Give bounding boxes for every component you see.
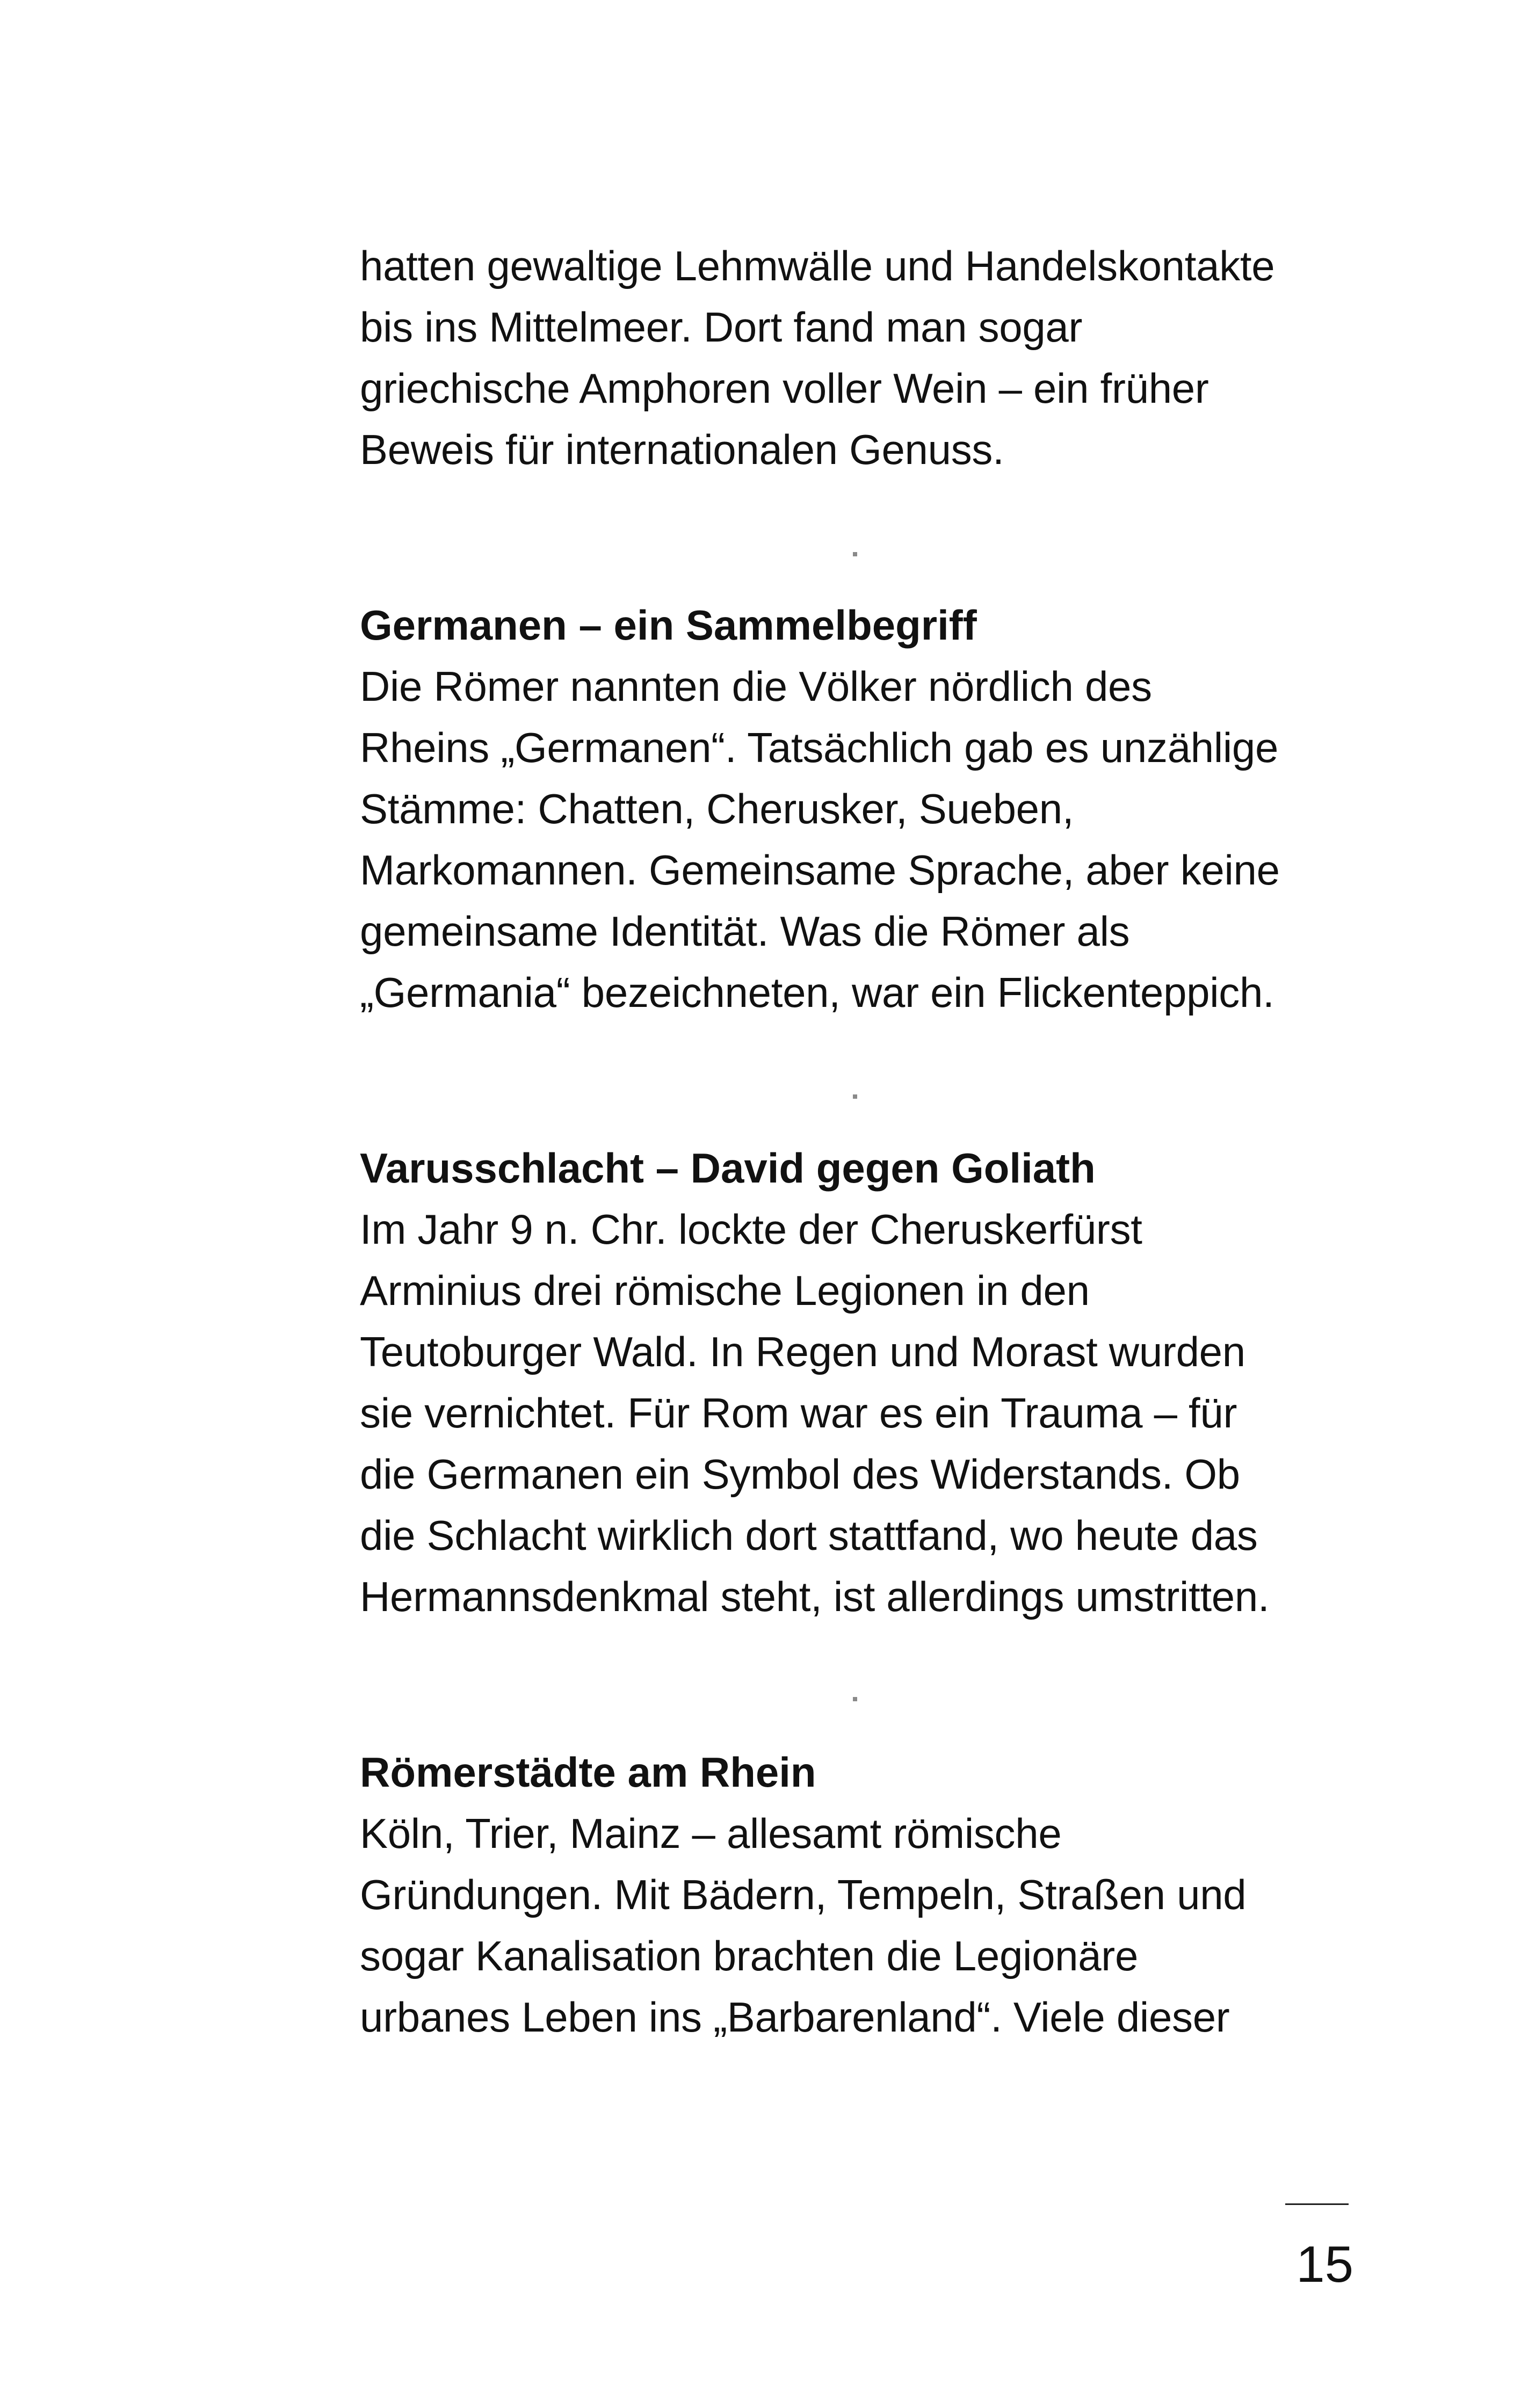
paragraph-line: Im Jahr 9 n. Chr. lockte der Cheruskerfürst [360,1206,1142,1253]
paragraph-line: hatten gewaltige Lehmwälle und Handelskontakte [360,242,1275,289]
paragraph-line: Stämme: Chatten, Cherusker, Sueben, [360,785,1074,832]
paragraph-line: urbanes Leben ins „Barbarenland“. Viele dieser [360,1993,1230,2041]
page-number: 15 [1296,2236,1353,2293]
paragraph-line: bis ins Mittelmeer. Dort fand man sogar [360,303,1083,351]
paragraph-line: Markomannen. Gemeinsame Sprache, aber keine [360,846,1280,894]
section-separator-dot [853,1697,857,1701]
paragraph-line: Köln, Trier, Mainz – allesamt römische [360,1810,1062,1857]
paragraph-line: sogar Kanalisation brachten die Legionäre [360,1932,1139,1979]
text-column [360,235,1380,2048]
paragraph-line: griechische Amphoren voller Wein – ein früher [360,365,1209,412]
paragraph-line: Arminius drei römische Legionen in den [360,1267,1090,1314]
intro-paragraph [360,235,1380,480]
paragraph-line: Rheins „Germanen“. Tatsächlich gab es unzählige [360,724,1279,771]
section-heading: Römerstädte am Rhein [360,1749,816,1796]
paragraph-line: Beweis für internationalen Genuss. [360,426,1004,473]
paragraph-line: Gründungen. Mit Bädern, Tempeln, Straßen und [360,1871,1247,1918]
paragraph-line: Hermannsdenkmal steht, ist allerdings umstritten. [360,1573,1270,1620]
paragraph-line: die Germanen ein Symbol des Widerstands. Ob [360,1450,1240,1498]
paragraph-line: gemeinsame Identität. Was die Römer als [360,908,1130,955]
paragraph-line: sie vernichtet. Für Rom war es ein Trauma – für [360,1389,1237,1437]
section-germanen [360,594,1380,1023]
footer-rule [1285,2203,1349,2205]
section-roemerstaedte [360,1742,1380,2048]
section-varusschlacht [360,1137,1380,1627]
section-separator-dot [853,552,857,556]
paragraph-line: Teutoburger Wald. In Regen und Morast wurden [360,1328,1245,1375]
section-heading: Germanen – ein Sammelbegriff [360,601,977,649]
paragraph-line: die Schlacht wirklich dort stattfand, wo heute das [360,1512,1258,1559]
paragraph-line: „Germania“ bezeichneten, war ein Flickenteppich. [360,969,1274,1016]
paragraph-line: Die Römer nannten die Völker nördlich des [360,663,1152,710]
section-separator-dot [853,1094,857,1099]
section-heading: Varusschlacht – David gegen Goliath [360,1144,1096,1192]
